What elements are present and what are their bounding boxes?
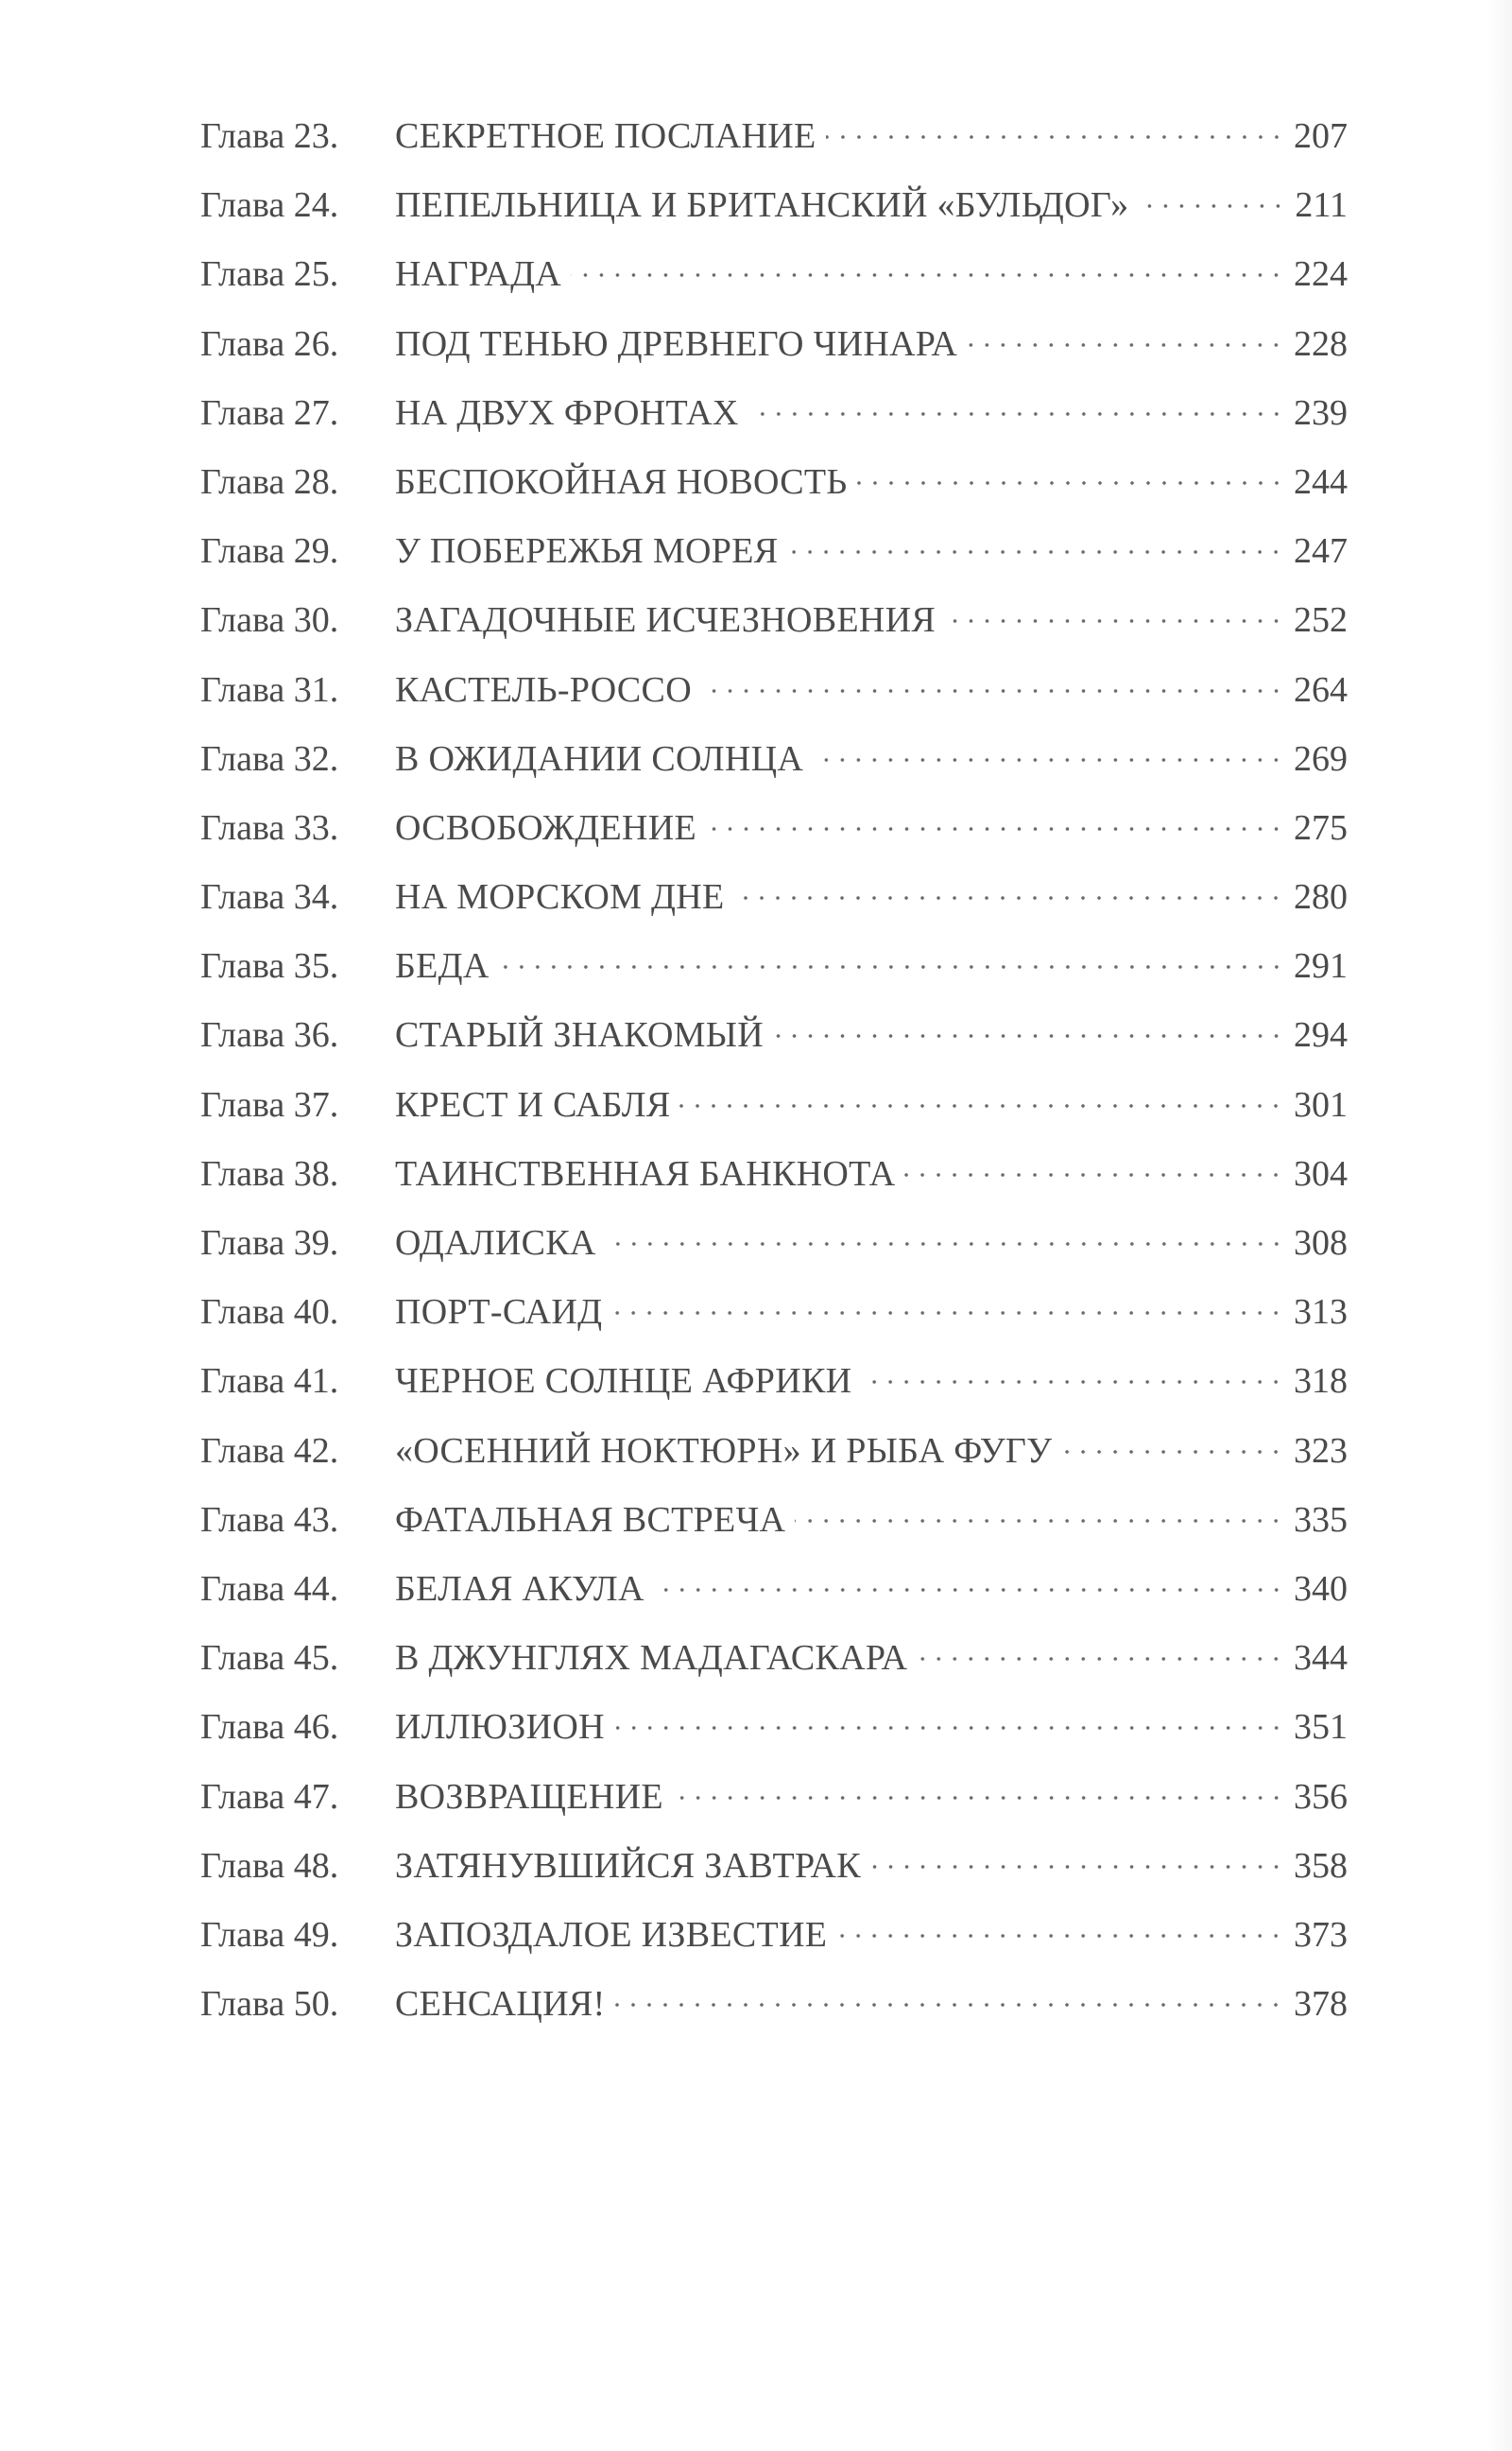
dot-leader: [870, 1865, 1284, 1869]
chapter-number: Глава 26.: [200, 323, 339, 364]
dot-leader: [813, 758, 1284, 762]
chapter-number: Глава 28.: [200, 461, 339, 502]
chapter-number: Глава 24.: [200, 185, 339, 226]
toc-entry: [200, 656, 1348, 725]
page-number: 239: [1294, 392, 1348, 433]
page-number: 280: [1294, 877, 1348, 918]
page-number: 308: [1294, 1223, 1348, 1263]
dot-leader: [861, 1380, 1284, 1384]
dot-leader: [614, 1726, 1284, 1730]
page-number: 313: [1294, 1292, 1348, 1333]
dot-leader: [673, 1796, 1284, 1800]
chapter-number: Глава 50.: [200, 1984, 339, 2025]
dot-leader: [706, 827, 1284, 831]
chapter-number: Глава 40.: [200, 1292, 339, 1333]
page-number: 244: [1294, 461, 1348, 502]
dot-leader: [945, 619, 1284, 623]
chapter-title: ПЕПЕЛЬНИЦА И БРИТАНСКИЙ «БУЛЬДОГ»: [395, 185, 1129, 226]
chapter-number: Глава 33.: [200, 807, 339, 848]
chapter-title: ЗАТЯНУВШИЙСЯ ЗАВТРАК: [395, 1845, 861, 1886]
toc-entry: [200, 1417, 1348, 1486]
page-number: 269: [1294, 738, 1348, 779]
page-number: 228: [1294, 323, 1348, 364]
toc-entry: [200, 1209, 1348, 1278]
chapter-title: СЕКРЕТНОЕ ПОСЛАНИЕ: [395, 116, 816, 156]
chapter-number: Глава 27.: [200, 392, 339, 433]
chapter-number: Глава 32.: [200, 738, 339, 779]
chapter-title: СЕНСАЦИЯ!: [395, 1984, 606, 2025]
chapter-title: ПОД ТЕНЬЮ ДРЕВНЕГО ЧИНАРА: [395, 323, 958, 364]
chapter-title: В ОЖИДАНИИ СОЛНЦА: [395, 738, 804, 779]
toc-entry: [200, 1693, 1348, 1762]
page-number: 351: [1294, 1707, 1348, 1748]
page-number: 291: [1294, 946, 1348, 987]
dot-leader: [857, 481, 1285, 485]
toc-entry: [200, 794, 1348, 863]
chapter-title: В ДЖУНГЛЯХ МАДАГАСКАРА: [395, 1638, 908, 1679]
dot-leader: [611, 1311, 1284, 1315]
chapter-title: НАГРАДА: [395, 254, 562, 295]
toc-entry: [200, 1555, 1348, 1624]
dot-leader: [967, 343, 1284, 347]
chapter-title: ИЛЛЮЗИОН: [395, 1707, 605, 1748]
toc-entry: [200, 310, 1348, 379]
dot-leader: [1061, 1450, 1284, 1454]
toc-entry: [200, 171, 1348, 240]
page-number: 373: [1294, 1914, 1348, 1955]
chapter-number: Глава 35.: [200, 946, 339, 987]
dot-leader: [904, 1173, 1284, 1177]
page-number: 340: [1294, 1568, 1348, 1609]
toc-entry: [200, 1832, 1348, 1901]
toc-entry: [200, 1278, 1348, 1347]
toc-entry: [200, 1071, 1348, 1140]
chapter-number: Глава 23.: [200, 116, 339, 156]
dot-leader: [836, 1934, 1284, 1938]
chapter-number: Глава 44.: [200, 1568, 339, 1609]
chapter-number: Глава 46.: [200, 1707, 339, 1748]
page-number: 335: [1294, 1499, 1348, 1540]
chapter-number: Глава 31.: [200, 669, 339, 710]
chapter-title: БЕДА: [395, 946, 490, 987]
page-number: 301: [1294, 1084, 1348, 1125]
chapter-number: Глава 38.: [200, 1153, 339, 1194]
page-number: 356: [1294, 1776, 1348, 1817]
toc-entry: [200, 1001, 1348, 1070]
chapter-title: ВОЗВРАЩЕНИЕ: [395, 1776, 663, 1817]
toc-entry: [200, 1486, 1348, 1555]
page-number: 304: [1294, 1153, 1348, 1194]
chapter-title: «ОСЕННИЙ НОКТЮРН» И РЫБА ФУГУ: [395, 1430, 1053, 1471]
toc-entry: [200, 1763, 1348, 1832]
chapter-title: СТАРЫЙ ЗНАКОМЫЙ: [395, 1015, 764, 1056]
dot-leader: [773, 1034, 1284, 1038]
page-number: 207: [1294, 116, 1348, 156]
toc-entry: [200, 448, 1348, 517]
chapter-title: ЧЕРНОЕ СОЛНЦЕ АФРИКИ: [395, 1361, 852, 1402]
chapter-number: Глава 34.: [200, 877, 339, 918]
dot-leader: [654, 1588, 1284, 1592]
dot-leader: [733, 896, 1284, 900]
chapter-number: Глава 41.: [200, 1361, 339, 1402]
page-number: 247: [1294, 531, 1348, 572]
chapter-title: ФАТАЛЬНАЯ ВСТРЕЧА: [395, 1499, 786, 1540]
chapter-number: Глава 48.: [200, 1845, 339, 1886]
dot-leader: [614, 2003, 1284, 2007]
chapter-title: ЗАПОЗДАЛОЕ ИЗВЕСТИЕ: [395, 1914, 828, 1955]
toc-entry: [200, 517, 1348, 586]
chapter-title: БЕЛАЯ АКУЛА: [395, 1568, 644, 1609]
chapter-number: Глава 37.: [200, 1084, 339, 1125]
chapter-title: У ПОБЕРЕЖЬЯ МОРЕЯ: [395, 531, 779, 572]
chapter-title: ЗАГАДОЧНЫЕ ИСЧЕЗНОВЕНИЯ: [395, 600, 936, 641]
table-of-contents: [200, 102, 1348, 2039]
dot-leader: [571, 273, 1284, 277]
toc-entry: [200, 102, 1348, 171]
dot-leader: [606, 1242, 1284, 1246]
toc-entry: [200, 1140, 1348, 1209]
toc-entry: [200, 1624, 1348, 1693]
page-number: 224: [1294, 254, 1348, 295]
dot-leader: [748, 412, 1284, 416]
chapter-number: Глава 42.: [200, 1430, 339, 1471]
page-number: 358: [1294, 1845, 1348, 1886]
chapter-title: ТАИНСТВЕННАЯ БАНКНОТА: [395, 1153, 896, 1194]
page-number: 264: [1294, 669, 1348, 710]
toc-entry: [200, 1970, 1348, 2039]
chapter-number: Глава 36.: [200, 1015, 339, 1056]
chapter-number: Глава 43.: [200, 1499, 339, 1540]
chapter-title: КРЕСТ И САБЛЯ: [395, 1084, 671, 1125]
chapter-title: ОСВОБОЖДЕНИЕ: [395, 807, 696, 848]
page-number: 323: [1294, 1430, 1348, 1471]
page-edge-shadow: [1487, 0, 1512, 2451]
chapter-number: Глава 29.: [200, 531, 339, 572]
page-number: 275: [1294, 807, 1348, 848]
chapter-number: Глава 25.: [200, 254, 339, 295]
toc-entry: [200, 1901, 1348, 1970]
page-number: 211: [1295, 185, 1348, 226]
toc-entry: [200, 863, 1348, 932]
toc-entry: [200, 1347, 1348, 1416]
dot-leader: [499, 965, 1284, 969]
dot-leader: [787, 550, 1284, 554]
chapter-title: КАСТЕЛЬ-РОССО: [395, 669, 692, 710]
page-number: 318: [1294, 1361, 1348, 1402]
chapter-number: Глава 30.: [200, 600, 339, 641]
dot-leader: [701, 689, 1284, 693]
page-number: 378: [1294, 1984, 1348, 2025]
page-number: 344: [1294, 1638, 1348, 1679]
toc-entry: [200, 932, 1348, 1001]
chapter-title: НА ДВУХ ФРОНТАХ: [395, 392, 739, 433]
chapter-title: ОДАЛИСКА: [395, 1223, 596, 1263]
chapter-title: ПОРТ-САИД: [395, 1292, 603, 1333]
chapter-number: Глава 39.: [200, 1223, 339, 1263]
chapter-title: БЕСПОКОЙНАЯ НОВОСТЬ: [395, 461, 848, 502]
chapter-number: Глава 47.: [200, 1776, 339, 1817]
dot-leader: [917, 1657, 1284, 1661]
toc-entry: [200, 725, 1348, 794]
chapter-title: НА МОРСКОМ ДНЕ: [395, 877, 725, 918]
dot-leader: [679, 1104, 1284, 1108]
toc-entry: [200, 240, 1348, 309]
chapter-number: Глава 45.: [200, 1638, 339, 1679]
dot-leader: [795, 1519, 1284, 1523]
toc-entry: [200, 586, 1348, 655]
page-number: 294: [1294, 1015, 1348, 1056]
dot-leader: [826, 135, 1284, 139]
toc-entry: [200, 379, 1348, 448]
dot-leader: [1139, 204, 1286, 208]
chapter-number: Глава 49.: [200, 1914, 339, 1955]
page-number: 252: [1294, 600, 1348, 641]
